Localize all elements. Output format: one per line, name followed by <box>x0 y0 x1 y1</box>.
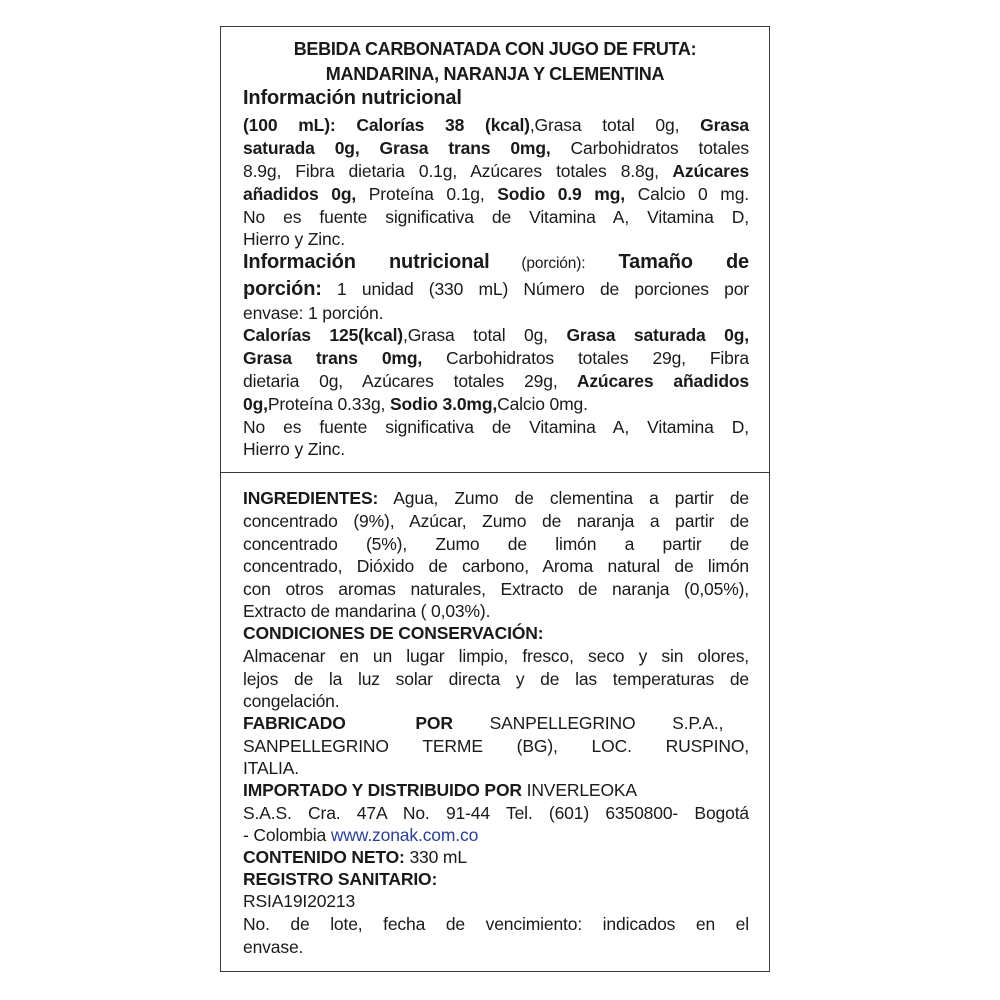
per100-line-6: Hierro y Zinc. <box>243 229 345 249</box>
nutrition-section <box>221 27 769 473</box>
portion-line-9: Hierro y Zinc. <box>243 439 345 459</box>
ingredients-line-4: concentrado, Dióxido de carbono, Aroma natural de limón <box>243 556 749 576</box>
ingredients-line-1: INGREDIENTES: Agua, Zumo de clementina a partir de <box>243 488 749 508</box>
portion-line-2: porción: 1 unidad (330 mL) Número de porciones por <box>243 278 749 300</box>
portion-line-5: Grasa trans 0mg, Carbohidratos totales 29g, Fibra <box>243 348 749 368</box>
website-link[interactable]: www.zonak.com.co <box>330 825 479 845</box>
per100-line-2: saturada 0g, Grasa trans 0mg, Carbohidratos totales <box>243 138 749 158</box>
registry-value: RSIA19I20213 <box>243 891 356 911</box>
ingredients-line-6: Extracto de mandarina ( 0,03%). <box>243 601 491 621</box>
ingredients-line-3: concentrado (5%), Zumo de limón a partir de <box>243 534 749 554</box>
per100-line-4: añadidos 0g, Proteína 0.1g, Sodio 0.9 mg, Calcio 0 mg. <box>243 184 750 204</box>
per100-line-5: No es fuente significativa de Vitamina A, Vitamina D, <box>243 207 749 227</box>
conservation-heading: CONDICIONES DE CONSERVACIÓN: <box>243 623 544 643</box>
nutrition-heading: Información nutricional <box>243 87 462 109</box>
portion-line-6: dietaria 0g, Azúcares totales 29g, Azúcares añadidos <box>243 371 749 391</box>
manufacturer-line-2: SANPELLEGRINO TERME (BG), LOC. RUSPINO, <box>243 736 749 756</box>
manufacturer-line-3: ITALIA. <box>243 758 300 778</box>
portion-line-7: 0g,Proteína 0.33g, Sodio 3.0mg,Calcio 0mg. <box>243 394 588 414</box>
importer-line-2: S.A.S. Cra. 47A No. 91-44 Tel. (601) 6350800- Bogotá <box>243 803 749 823</box>
portion-line-1: Información nutricional (porción): Tamaño de <box>243 251 750 273</box>
product-title-line-2: MANDARINA, NARANJA Y CLEMENTINA <box>325 64 665 84</box>
importer-line-3: - Colombia www.zonak.com.co <box>243 825 479 845</box>
ingredients-line-2: concentrado (9%), Azúcar, Zumo de naranja a partir de <box>243 511 749 531</box>
product-title-line-1: BEBIDA CARBONATADA CON JUGO DE FRUTA: <box>293 39 697 59</box>
lot-line-1: No. de lote, fecha de vencimiento: indicados en el <box>243 914 749 934</box>
portion-line-8: No es fuente significativa de Vitamina A, Vitamina D, <box>243 417 749 437</box>
per100-line-1: (100 mL): Calorías 38 (kcal),Grasa total 0g, Grasa <box>243 115 749 135</box>
importer-line-1: IMPORTADO Y DISTRIBUIDO POR INVERLEOKA <box>243 780 637 800</box>
portion-line-4: Calorías 125(kcal),Grasa total 0g, Grasa saturada 0g, <box>243 325 749 345</box>
nutrition-label <box>220 26 770 972</box>
net-content: CONTENIDO NETO: 330 mL <box>243 847 467 867</box>
per100-line-3: 8.9g, Fibra dietaria 0.1g, Azúcares totales 8.8g, Azúcares <box>243 161 749 181</box>
conservation-line-2: lejos de la luz solar directa y de las temperaturas de <box>243 669 749 689</box>
conservation-line-1: Almacenar en un lugar limpio, fresco, seco y sin olores, <box>243 646 749 666</box>
registry-heading: REGISTRO SANITARIO: <box>243 869 438 889</box>
ingredients-line-5: con otros aromas naturales, Extracto de naranja (0,05%), <box>243 579 749 599</box>
lot-line-2: envase. <box>243 937 304 957</box>
manufacturer-line-1: FABRICADO POR SANPELLEGRINO S.P.A., <box>243 713 724 733</box>
conservation-line-3: congelación. <box>243 691 340 711</box>
portion-line-3: envase: 1 porción. <box>243 303 384 323</box>
